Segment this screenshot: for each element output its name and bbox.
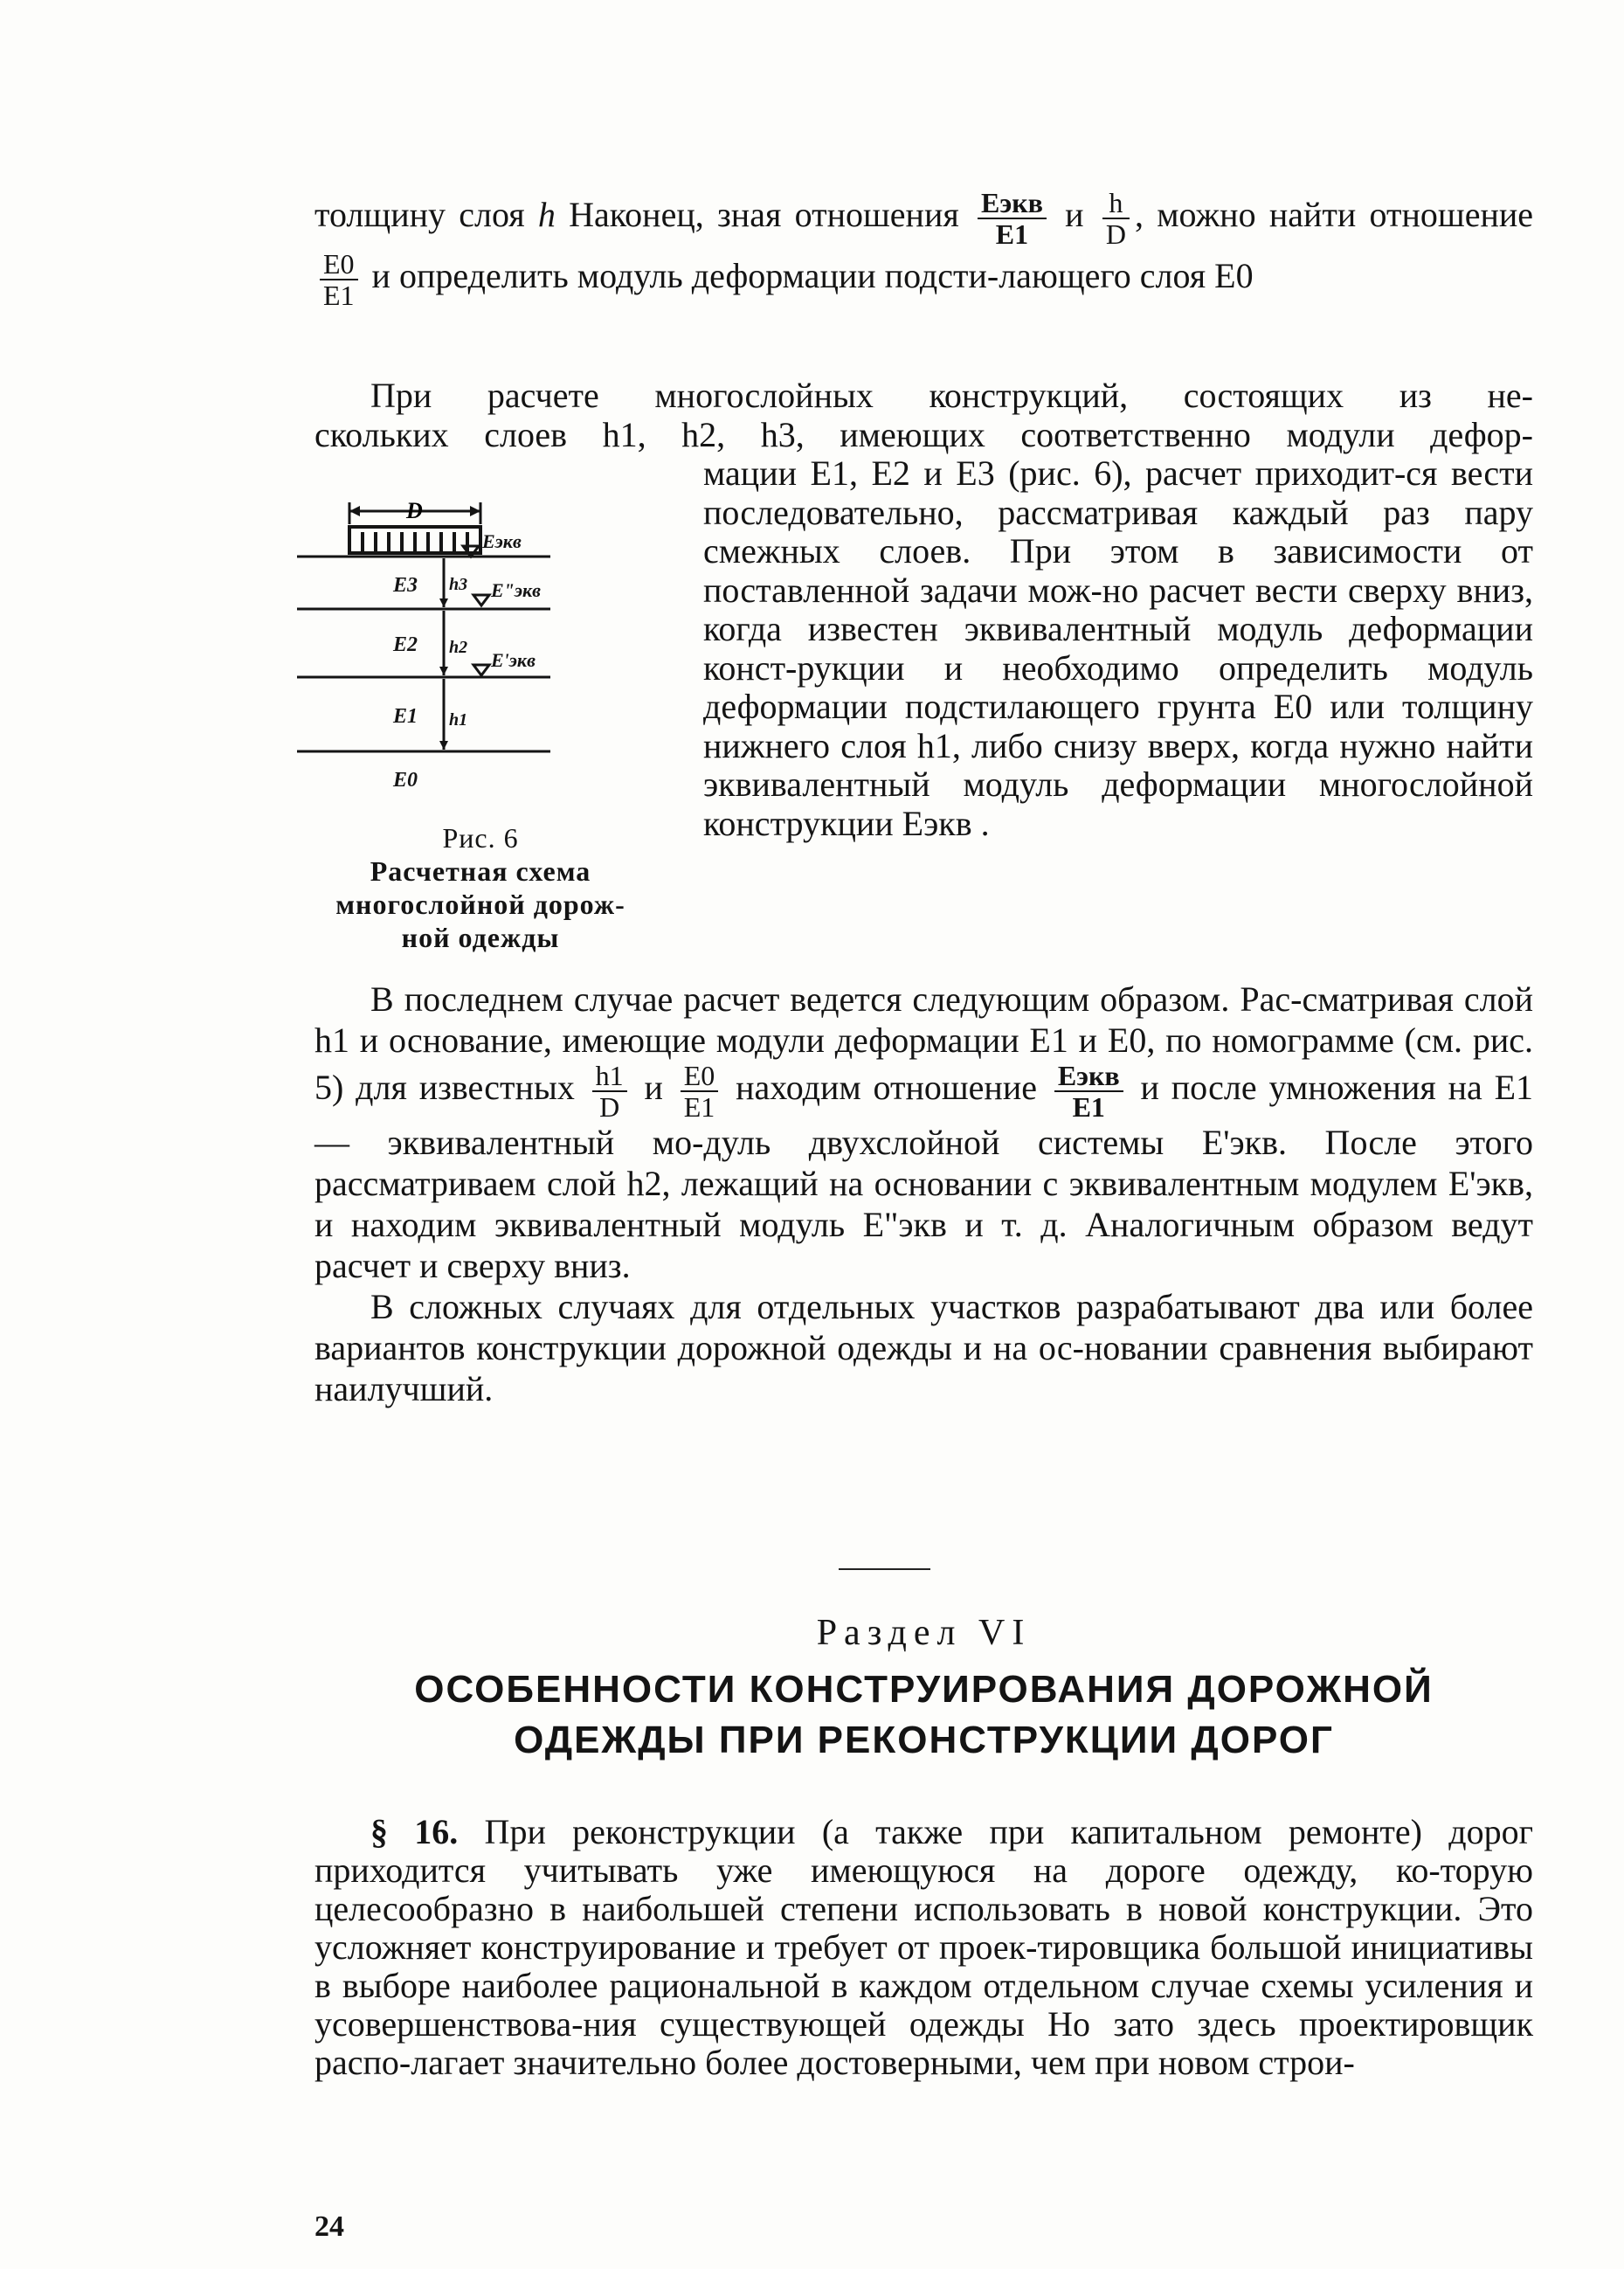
label-e3: E3 bbox=[393, 574, 418, 597]
paragraph-1-text: толщину слоя h Наконец, зная отношения $\frac{\text{Eэкв}}{E1}$ и $\frac{h}{D}$ , можно найти отношение $\frac{E0}{E1}$ и определить модуль деформации подсти-лающего слоя E0 bbox=[314, 187, 1534, 311]
label-e1: E1 bbox=[393, 705, 418, 728]
fraction-e0-e1: $\frac{E0}{E1}$ bbox=[320, 249, 358, 310]
label-e2: E2 bbox=[393, 633, 418, 656]
label-eekv1: E'экв bbox=[491, 649, 536, 671]
figure-6-pavement-layers bbox=[288, 494, 673, 817]
section-label: Раздел VI bbox=[816, 1613, 1032, 1653]
section-title bbox=[314, 1664, 1533, 1766]
page-number: 24 bbox=[314, 2210, 344, 2243]
d-label: D bbox=[406, 498, 423, 523]
label-h1: h1 bbox=[449, 710, 468, 730]
paragraph-3-text: В последнем случае расчет ведется следующим образом. Рас-сматривая слой h1 и основание, имеющие модули деформации E1 и E0, по номограмме (см. рис. 5) для известных $\frac{h1}{D}$ и $\frac{E0}{E1}$ находим отношение $\frac{\text{Eэкв}}{E1}$ и после умножения на E1 — эквивалентный мо-дуль двухслойной системы E'экв. После этого рассматриваем слой h2, лежащий на основании с эквивалентным модулем E'экв, и находим эквивалентный модуль E"экв и т. д. Аналогичным образом ведут расчет и сверху вниз. bbox=[314, 979, 1534, 1285]
fraction-eekv-e1: $\frac{\text{Eэкв}}{E1}$ bbox=[978, 188, 1047, 249]
label-eekv2: E"экв bbox=[491, 579, 541, 601]
paragraph-4-text: В сложных случаях для отдельных участков разрабатывают два или более вариантов конструкции дорожной одежды и на ос-новании сравнения выбирают наилучший. bbox=[314, 1287, 1533, 1408]
fraction-eekv-e1-2: $\frac{\text{Eэкв}}{E1}$ bbox=[1054, 1061, 1123, 1122]
load-arrows bbox=[363, 532, 467, 551]
caption-line-2: Расчетная схема bbox=[370, 855, 591, 887]
level-triangle-eekv1 bbox=[473, 665, 489, 675]
paragraph-2-wrap-text: мации E1, E2 и E3 (рис. 6), расчет приходит-ся вести последовательно, рассматривая каждый раз пару смежных слоев. При этом в зависимости от поставленной задачи мож-но расчет вести сверху вниз, когда известен эквивалентный модуль деформации конст-рукции и необходимо определить модуль деформации подстилающего грунта E0 или толщину нижнего слоя h1, либо снизу вверх, когда нужно найти эквивалентный модуль деформации многослойной конструкции Eэкв . bbox=[703, 453, 1534, 843]
caption-line-4: ной одежды bbox=[401, 922, 560, 953]
label-h3: h3 bbox=[449, 575, 468, 594]
paragraph-3 bbox=[314, 979, 1533, 1409]
fraction-h1-d: $\frac{h1}{D}$ bbox=[592, 1061, 627, 1122]
fraction-h-d: $\frac{h}{D}$ bbox=[1102, 188, 1130, 249]
section-title-line-2: ОДЕЖДЫ ПРИ РЕКОНСТРУКЦИИ ДОРОГ bbox=[514, 1719, 1334, 1761]
paragraph-5 bbox=[314, 1813, 1533, 2082]
paragraph-1 bbox=[314, 188, 1533, 310]
caption-figure-number: Рис. 6 bbox=[442, 822, 519, 854]
section-divider bbox=[839, 1568, 930, 1570]
paragraph-2 bbox=[314, 376, 1533, 454]
label-eekv: Eэкв bbox=[482, 530, 522, 552]
caption-line-3: многослойной дорож- bbox=[335, 889, 625, 920]
paragraph-5-text: § 16. При реконструкции (а также при капитальном ремонте) дорог приходится учитывать уже имеющуюся на дороге одежду, ко-торую целесообразно в наибольшей степени использовать в новой конструкции. Это усложняет конструирование и требует от проек-тировщика большой инициативы в выборе наиболее рациональной в каждом отдельном случае схемы усиления и усовершенствова-ния существующей одежды Но зато здесь проектировщик распо-лагает значительно более достоверными, чем при новом строи- bbox=[314, 1812, 1533, 2082]
paragraph-2-wrap bbox=[703, 454, 1533, 843]
fraction-e0-e1-2: $\frac{E0}{E1}$ bbox=[681, 1061, 719, 1122]
label-e0: E0 bbox=[393, 769, 418, 792]
section-title-line-1: ОСОБЕННОСТИ КОНСТРУИРОВАНИЯ ДОРОЖНОЙ bbox=[414, 1668, 1434, 1711]
label-h2: h2 bbox=[449, 638, 468, 657]
figure-6-caption bbox=[288, 821, 673, 954]
d-arrow-left bbox=[349, 506, 360, 516]
paragraph-2-line-2: скольких слоев h1, h2, h3, имеющих соответственно модули дефор- bbox=[314, 415, 1533, 454]
level-triangle-eekv2 bbox=[473, 595, 489, 605]
paragraph-2-line-1: При расчете многослойных конструкций, состоящих из не- bbox=[370, 376, 1533, 415]
d-arrow-right bbox=[470, 506, 480, 516]
